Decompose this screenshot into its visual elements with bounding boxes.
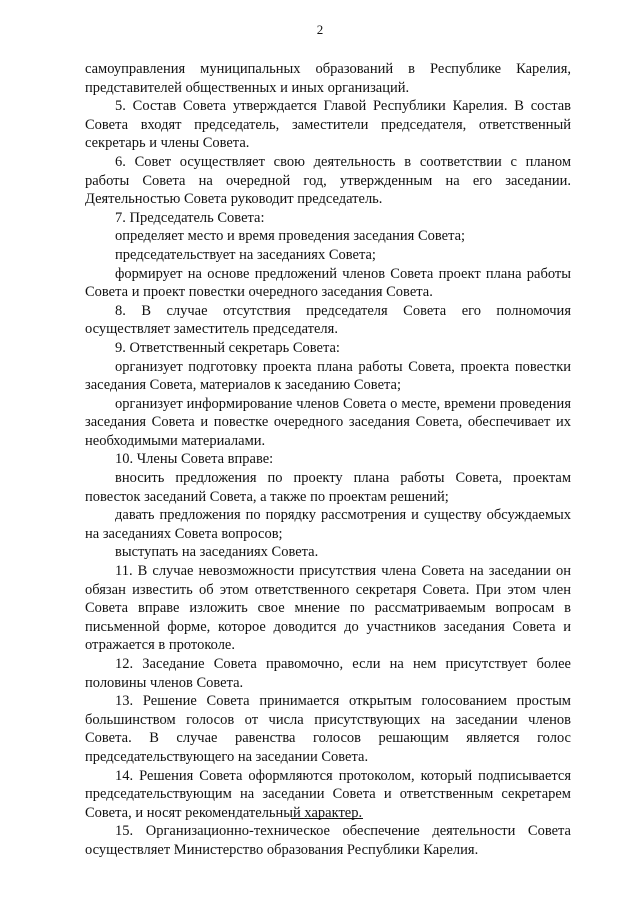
paragraph-continuation: самоуправления муниципальных образований в Республике Карелия, представителей общественных и иных организаций. (85, 61, 571, 96)
paragraph-item-10: 10. Члены Совета вправе: (115, 451, 274, 468)
paragraph-item-10-sub-1: вносить предложения по проекту плана работы Совета, проектам повесток заседаний Совета, а также по проектам решений; (85, 470, 571, 505)
page-number: 2 (316, 22, 324, 37)
paragraph-item-9-sub-1: организует подготовку проекта плана работы Совета, проекта повестки заседания Совета, материалов к заседанию Совета; (85, 358, 571, 394)
paragraph-item-7-sub-1: определяет место и время проведения заседания Совета; (115, 228, 466, 245)
paragraph-item-7: 7. Председатель Совета: (115, 209, 265, 226)
end-of-document-rule (291, 818, 363, 819)
paragraph-item-7-sub-3: формирует на основе предложений членов Совета проект плана работы Совета и проект повестки очередного заседания Совета. (85, 265, 571, 301)
paragraph-item-10-sub-2: давать предложения по порядку рассмотрения и существу обсуждаемых на заседаниях Совета вопросов; (85, 507, 571, 542)
document-body (85, 60, 571, 860)
paragraph-item-9-sub-2: организует информирование членов Совета о месте, времени проведения заседания Совета и повестке очередного заседания Совета, обеспечивает их необходимыми материалами. (85, 395, 571, 449)
paragraph-item-9: 9. Ответственный секретарь Совета: (115, 339, 340, 356)
paragraph-item-6: 6. Совет осуществляет свою деятельность в соответствии с планом работы Совета на очередной год, утвержденным на его заседании. Деятельностью Совета руководит председатель. (85, 153, 571, 208)
paragraph-item-15: 15. Организационно-техническое обеспечение деятельности Совета осуществляет Министерство образования Республики Карелия. (85, 823, 571, 858)
paragraph-item-14: 14. Решения Совета оформляются протоколом, который подписывается председательствующим на заседании Совета и ответственным секретарем Совета, и носят рекомендательный характер. (85, 767, 571, 821)
paragraph-item-11: 11. В случае невозможности присутствия члена Совета на заседании он обязан известить об этом ответственного секретаря Совета. При этом член Совета вправе изложить свое мнение по рассматриваемым вопросам в письменной форме, которое доводится до участников заседания Совета и отражается в протоколе. (85, 563, 571, 654)
paragraph-item-13: 13. Решение Совета принимается открытым голосованием простым большинством голосов от числа присутствующих на заседании членов Совета. В случае равенства голосов решающим является голос председательствующего на заседании Совета. (85, 693, 571, 765)
paragraph-item-7-sub-2: председательствует на заседаниях Совета; (115, 246, 376, 263)
paragraph-item-8: 8. В случае отсутствия председателя Совета его полномочия осуществляет заместитель председателя. (85, 302, 571, 338)
paragraph-item-12: 12. Заседание Совета правомочно, если на нем присутствует более половины членов Совета. (85, 656, 571, 691)
paragraph-item-5: 5. Состав Совета утверждается Главой Республики Карелия. В состав Совета входят председатель, заместители председателя, ответственный секретарь и члены Совета. (85, 98, 571, 152)
paragraph-item-10-sub-3: выступать на заседаниях Совета. (115, 544, 319, 561)
